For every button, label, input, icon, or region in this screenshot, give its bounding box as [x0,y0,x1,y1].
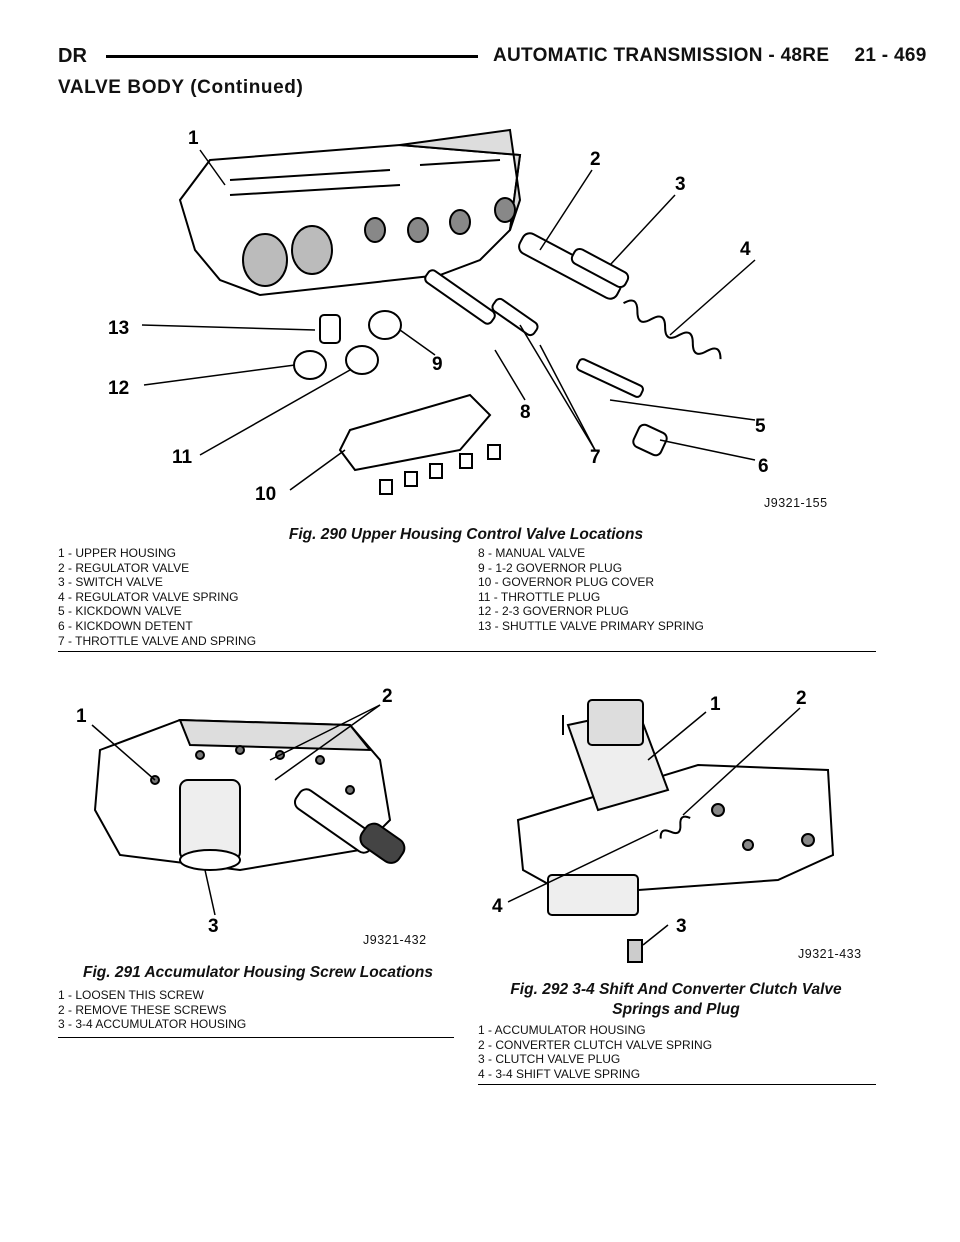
page-header-title [493,45,927,67]
figure-292-caption [478,980,874,1020]
legend-item: 2 - REMOVE THESE SCREWS [58,1002,227,1017]
callout-290-9: 9 [432,354,443,375]
legend-item: 12 - 2-3 GOVERNOR PLUG [478,604,629,619]
legend-item: 10 - GOVERNOR PLUG COVER [478,575,655,590]
callout-290-3: 3 [675,174,686,195]
callout-292-4: 4 [492,896,503,917]
page-number: 21 - 469 [854,45,927,66]
callout-291-1: 1 [76,706,87,727]
accumulator-housing-shape [180,780,240,860]
callout-292-2: 2 [796,688,807,709]
governor-plug-1-2-shape [369,311,401,339]
callout-290-11: 11 [172,447,193,468]
legend-item: 9 - 1-2 GOVERNOR PLUG [478,560,623,575]
throttle-plug-shape [346,346,378,374]
callout-290-1: 1 [188,128,199,149]
legend-item: 2 - REGULATOR VALVE [58,560,190,575]
legend-item: 1 - ACCUMULATOR HOUSING [478,1023,646,1037]
figure-292-legend [478,1023,712,1081]
legend-item: 3 - 3-4 ACCUMULATOR HOUSING [58,1017,247,1032]
legend-item: 13 - SHUTTLE VALVE PRIMARY SPRING [478,618,704,633]
shuttle-spring-shape [320,315,340,343]
header-title: AUTOMATIC TRANSMISSION - 48RE [493,45,830,66]
callout-290-8: 8 [520,402,531,423]
legend-item: 8 - MANUAL VALVE [478,546,586,560]
section-title: VALVE BODY (Continued) [58,77,304,98]
callout-290-5: 5 [755,416,766,437]
legend-item: 1 - UPPER HOUSING [58,546,177,560]
callout-290-13: 13 [108,318,130,339]
legend-item: 5 - KICKDOWN VALVE [58,604,182,619]
callout-290-12: 12 [108,378,130,399]
callout-292-1: 1 [710,694,721,715]
callout-291-2: 2 [382,686,393,707]
regulator-spring-shape [620,297,724,365]
legend-item: 11 - THROTTLE PLUG [478,589,601,604]
figure-292-illustration [478,680,878,970]
legend-item: 2 - CONVERTER CLUTCH VALVE SPRING [478,1037,713,1052]
figure-291-illustration [60,680,455,950]
legend-item: 6 - KICKDOWN DETENT [58,618,193,633]
figure-290-caption: Fig. 290 Upper Housing Control Valve Locations [288,526,644,543]
figure-290-rule [58,651,876,652]
section-code: DR [58,45,87,67]
figure-291-caption: Fig. 291 Accumulator Housing Screw Locations [83,964,433,981]
legend-item: 3 - SWITCH VALVE [58,575,163,590]
clutch-valve-plug-shape [628,940,642,962]
manual-valve-shape [423,268,497,325]
figure-290-legend-left [58,546,256,648]
legend-item: 7 - THROTTLE VALVE AND SPRING [58,633,257,648]
caption-line: Fig. 292 3-4 Shift And Converter Clutch Valve [510,981,842,998]
legend-item: 4 - REGULATOR VALVE SPRING [58,589,239,604]
kickdown-valve-shape [576,358,645,398]
callout-290-2: 2 [590,149,601,170]
callout-290-7: 7 [590,447,601,468]
caption-line: Springs and Plug [612,1001,740,1018]
figure-291-rule [58,1037,454,1038]
callout-290-4: 4 [740,239,751,260]
governor-plug-2-3-shape [294,351,326,379]
figure-292-rule [478,1084,876,1085]
figure-290-legend-right [478,546,704,634]
callout-290-6: 6 [758,456,769,477]
figure-291-ref-code: J9321-432 [363,933,427,947]
header-rule [106,55,478,58]
legend-item: 3 - CLUTCH VALVE PLUG [478,1052,621,1067]
callout-290-10: 10 [255,484,277,505]
figure-292-ref-code: J9321-433 [798,947,862,961]
legend-item: 4 - 3-4 SHIFT VALVE SPRING [478,1066,641,1081]
upper-housing-drawing [180,130,520,295]
callout-292-3: 3 [676,916,687,937]
throttle-valve-shape [491,297,540,337]
callout-291-3: 3 [208,916,219,937]
figure-290-ref-code: J9321-155 [764,496,828,510]
figure-290-illustration [100,110,840,510]
figure-291-legend [58,988,246,1032]
legend-item: 1 - LOOSEN THIS SCREW [58,988,204,1002]
